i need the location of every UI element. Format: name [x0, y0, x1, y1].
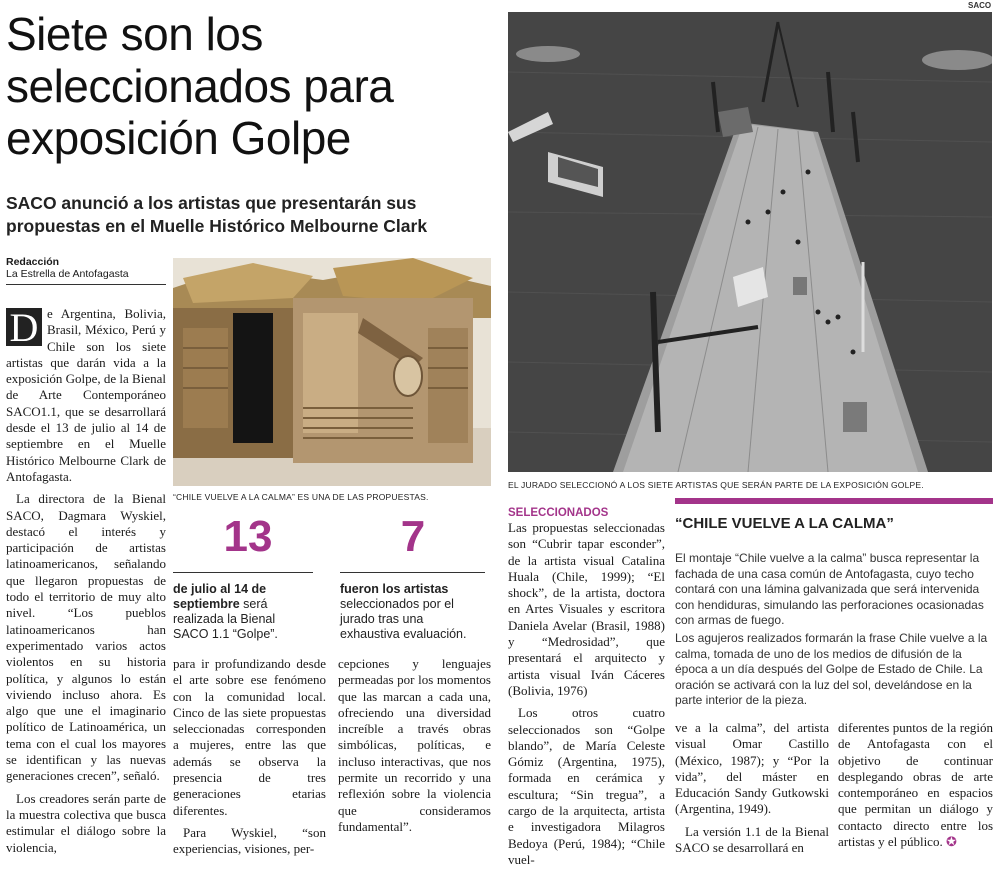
- photo-pier-caption: EL JURADO SELECCIONÓ A LOS SIETE ARTISTAS QUE SERÁN PARTE DE LA EXPOSICIÓN GOLPE.: [508, 480, 924, 490]
- article-column-3: [338, 656, 491, 841]
- sidebar-paragraph: El montaje “Chile vuelve a la calma” busca representar la fachada de una casa común de Antofagasta, cuyo techo contará con una lámina galvanizada que será intervenida con hendiduras, simulando las perforaciones ocasionadas con armas de fuego.: [675, 551, 984, 628]
- article-paragraph: D e Argentina, Bolivia, Brasil, México, Perú y Chile son los siete artistas que darán vida a la exposición Golpe, de la Bienal de Arte Contemporáneo SACO1.1, que se desarrollará desde el 13 de julio al 14 de septiembre en el Muelle Histórico Melbourne Clark de Antofagasta.: [6, 305, 166, 484]
- article-paragraph: Los creadores serán parte de la muestra colectiva que busca estimular el diálogo sobre la violencia,: [6, 790, 166, 855]
- byline-organization: La Estrella de Antofagasta: [6, 268, 129, 280]
- article-paragraph: cepciones y lenguajes permeadas por los momentos que las marcan a cada una, ofreciendo una diversidad increíble a través obras simbólicas, políticas, e incluso interactivas, que nos permite un recorrido y una reflexión sobre la violencia que consideramos fundamental”.: [338, 656, 491, 834]
- article-paragraph: La directora de la Bienal SACO, Dagmara Wyskiel, destacó el interés y participación de artistas latinoamericanos, señalando que llegaron propuestas de todo el territorio de muy alto nivel. “Los pueblos latinoamericanos han experimentado varios actos violentos en su historia política, y algunos lo están viviendo incluso ahora. Es algo que une el imaginario político de Latinoamérica, un tema con el cual los mayores se identifican y las nuevas generaciones crecen”, señaló.: [6, 491, 166, 784]
- headline: Siete son los seleccionados para exposición Golpe: [6, 8, 394, 164]
- article-column-5: [675, 720, 829, 862]
- sidebar-paragraph: Los agujeros realizados formarán la frase Chile vuelve a la calma, tomada de uno de los medios de difusión de la época a un día después del Golpe de Estado de Chile. La oración se activará con la luz del sol, develándose en la parte interior de la pieza.: [675, 630, 988, 708]
- page-section-tag: SACO: [968, 1, 992, 10]
- pier-illustration: [508, 12, 992, 472]
- fact-number-artists: 7: [400, 512, 426, 561]
- section-label-selected: SELECCIONADOS: [508, 507, 609, 519]
- fact-number-dates: 13: [223, 512, 273, 561]
- article-paragraph: diferentes puntos de la región de Antofagasta con el objetivo de continuar desplegando obras de arte contemporáneo en espacios que permitan un diálogo y contacto directo entre los artistas y el público. ✪: [838, 720, 993, 850]
- article-paragraph: Para Wyskiel, “son experiencias, visiones, per-: [173, 824, 326, 857]
- subheadline: SACO anunció a los artistas que presentarán sus propuestas en el Muelle Histórico Melbourne Clark: [6, 193, 428, 236]
- article-paragraph: Los otros cuatro seleccionados son “Golpe blando”, de María Celeste Gómiz (Argentina, 1975), formada en cerámica y escultura; “Sin tregua”, a cargo de la arquitecta, artista e investigadora Milagros Bedoya (Perú, 1984); “Chile vuel-: [508, 705, 665, 867]
- article-paragraph: La versión 1.1 de la Bienal SACO se desarrollará en: [675, 823, 829, 856]
- article-column-1: [6, 306, 166, 862]
- sidebar-accent-bar: [675, 498, 993, 504]
- fact-dates-text: de julio al 14 de septiembre será realizada la Bienal SACO 1.1 “Golpe”.: [173, 582, 278, 641]
- article-column-6: [838, 720, 993, 856]
- article-column-4: [508, 520, 665, 874]
- end-mark-icon: ✪: [945, 834, 957, 850]
- fact-divider: [173, 572, 313, 573]
- photo-installation-caption: “CHILE VUELVE A LA CALMA” ES UNA DE LAS PROPUESTAS.: [173, 492, 429, 502]
- article-paragraph: ve a la calma”, del artista visual Omar Castillo (México, 1987); y “Por la vida”, del máster en Educación Sandy Gutkowski (Argentina, 1949).: [675, 720, 829, 817]
- article-paragraph: Las propuestas seleccionadas son “Cubrir tapar esconder”, de la artista visual Catalina Huala (Chile, 1999); “El shock”, de la artista, doctora en Artes Visuales y escritora Daniela Avelar (Brasil, 1988) y “Medrosidad”, que presentará el arquitecto y artista visual Iván Cáceres (Bolivia, 1976): [508, 520, 665, 698]
- installation-illustration: [173, 258, 491, 486]
- byline-divider: [6, 284, 166, 285]
- article-column-2: [173, 656, 326, 864]
- sidebar-title: “CHILE VUELVE A LA CALMA”: [675, 515, 894, 532]
- byline-author: Redacción: [6, 256, 60, 268]
- fact-artists-text: fueron los artistas seleccionados por el jurado tras una exhaustiva evaluación.: [340, 582, 467, 641]
- drop-cap: D: [6, 308, 42, 346]
- photo-pier-aerial: [508, 12, 992, 472]
- sidebar-body: [675, 551, 993, 711]
- fact-divider: [340, 572, 485, 573]
- byline: [6, 256, 176, 280]
- photo-installation: [173, 258, 491, 486]
- article-paragraph: para ir profundizando desde el arte sobre ese fenómeno con la comunidad local. Cinco de las siete propuestas seleccionadas corresponden a mujeres, entre las que además se observa la presencia de tres generaciones etarias diferentes.: [173, 656, 326, 818]
